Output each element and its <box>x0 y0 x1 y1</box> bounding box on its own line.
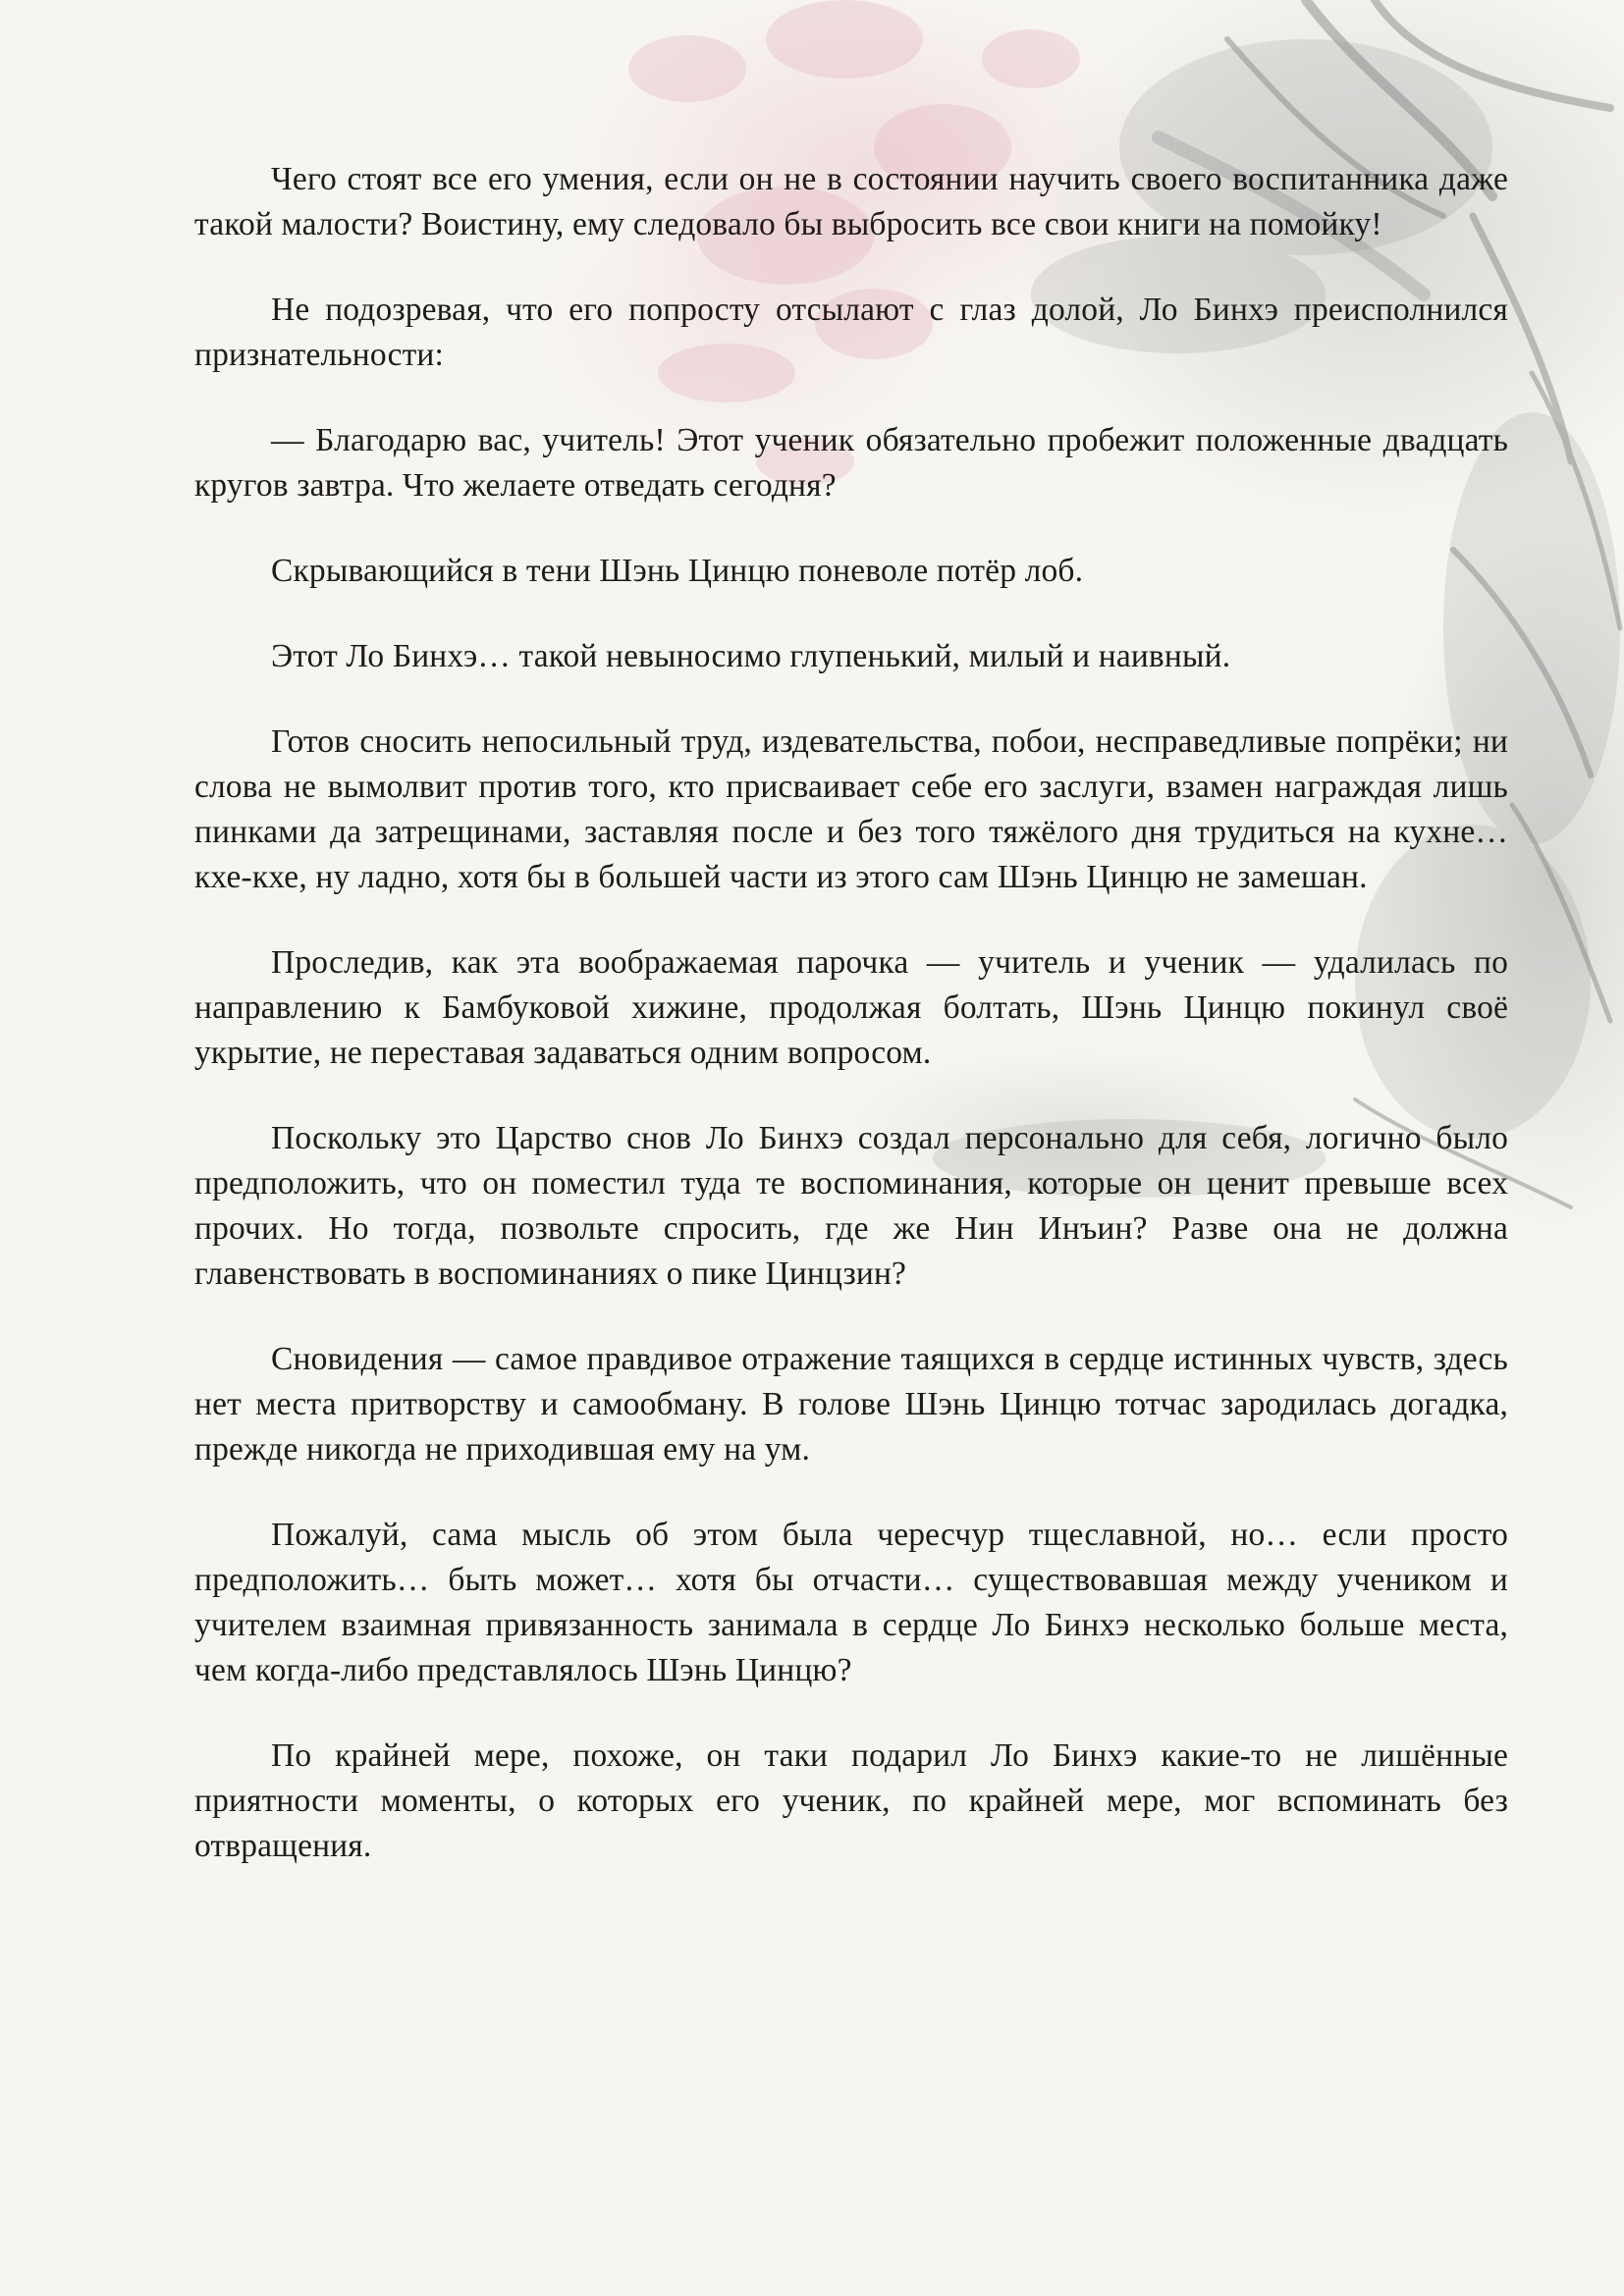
paragraph: Этот Ло Бинхэ… такой невыносимо глупенький, милый и наивный. <box>271 638 1231 674</box>
paragraph: Сновидения — самое правдивое отражение таящихся в сердце истинных чувств, здесь нет места притворству и самообману. В голове Шэнь Цинцю тотчас зародилась догадка, прежде никогда не приходившая ему на ум. <box>194 1341 1508 1468</box>
paragraph: Чего стоят все его умения, если он не в состоянии научить своего воспитанника даже такой малости? Воистину, ему следовало бы выбросить все свои книги на помойку! <box>194 161 1508 242</box>
text-body <box>194 157 1508 1869</box>
paragraph: Готов сносить непосильный труд, издевательства, побои, несправедливые попрёки; ни слова не вымолвит против того, кто присваивает себе его заслуги, взамен награждая лишь пинками да затрещинами, заставляя после и без того тяжёлого дня трудиться на кухне… кхе-кхе, ну ладно, хотя бы в большей части из этого сам Шэнь Цинцю не замешан. <box>194 723 1508 895</box>
paragraph: Не подозревая, что его попросту отсылают с глаз долой, Ло Бинхэ преисполнился признательности: <box>194 292 1508 373</box>
paragraph: Поскольку это Царство снов Ло Бинхэ создал персонально для себя, логично было предположить, что он поместил туда те воспоминания, которые он ценит превыше всех прочих. Но тогда, позвольте спросить, где же Нин Инъин? Разве она не должна главенствовать в воспоминаниях о пике Цинцзин? <box>194 1120 1508 1292</box>
paragraph: — Благодарю вас, учитель! Этот ученик обязательно пробежит положенные двадцать кругов завтра. Что желаете отведать сегодня? <box>194 422 1508 504</box>
paragraph: По крайней мере, похоже, он таки подарил Ло Бинхэ какие-то не лишённые приятности моменты, о которых его ученик, по крайней мере, мог вспоминать без отвращения. <box>194 1737 1508 1864</box>
paragraph: Пожалуй, сама мысль об этом была чересчур тщеславной, но… если просто предположить… быть может… хотя бы отчасти… существовавшая между учеником и учителем взаимная привязанность занимала в сердце Ло Бинхэ несколько больше места, чем когда-либо представлялось Шэнь Цинцю? <box>194 1517 1508 1688</box>
paragraph: Проследив, как эта воображаемая парочка — учитель и ученик — удалилась по направлению к Бамбуковой хижине, продолжая болтать, Шэнь Цинцю покинул своё укрытие, не переставая задаваться одним вопросом. <box>194 944 1508 1071</box>
paragraph: Скрывающийся в тени Шэнь Цинцю поневоле потёр лоб. <box>271 553 1084 589</box>
